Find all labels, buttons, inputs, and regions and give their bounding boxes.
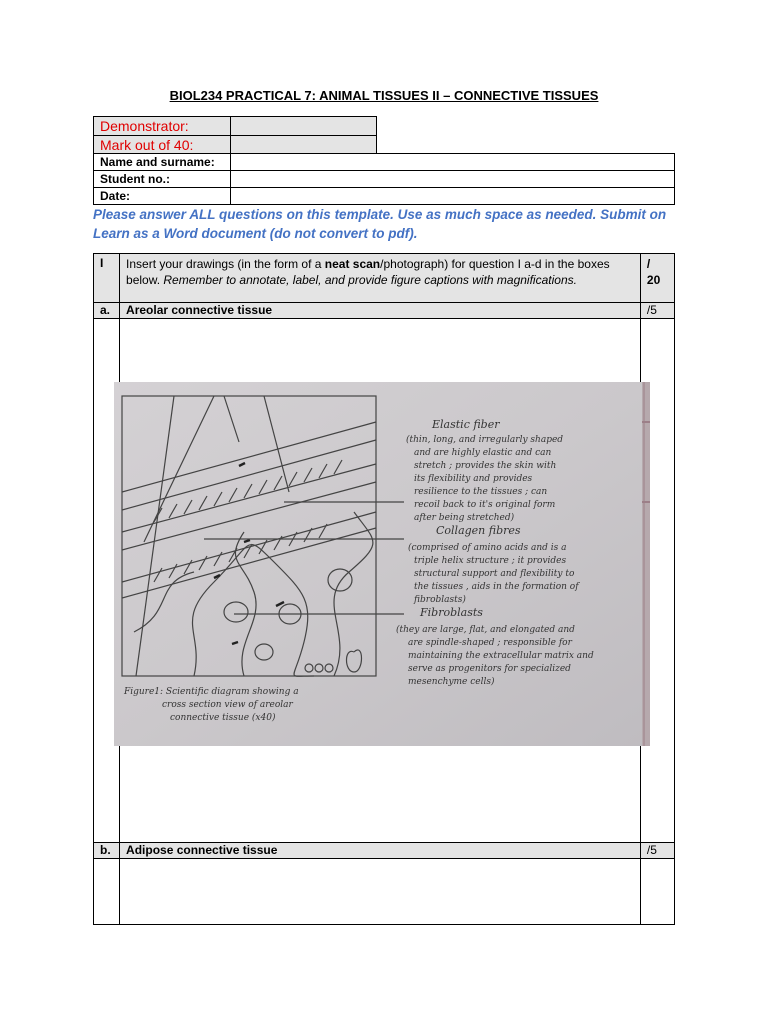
question-text-post: /photograph) for question I a-d in the boxes below. [126, 257, 610, 287]
mark-label: Mark out of 40: [94, 136, 231, 154]
label-elastic-line: its flexibility and provides [414, 474, 533, 484]
caption-line: Figure1: Scientific diagram showing a [124, 687, 299, 697]
question-number: I [94, 254, 120, 303]
label-elastic-heading: Elastic fiber [432, 418, 500, 431]
part-b-answer-box[interactable] [120, 859, 641, 925]
part-b-marks: /5 [640, 843, 674, 859]
label-collagen-line: (comprised of amino acids and is a [408, 543, 567, 553]
date-field[interactable] [231, 188, 675, 205]
label-fibroblasts-heading: Fibroblasts [420, 606, 483, 619]
label-collagen-line: triple helix structure ; it provides [414, 556, 567, 566]
question-text [120, 254, 641, 303]
label-elastic-line: recoil back to it's original form [414, 500, 556, 510]
question-marks-slash: / [646, 257, 651, 271]
question-text-bold: neat scan [324, 257, 381, 271]
label-elastic-line: (thin, long, and irregularly shaped [406, 435, 564, 445]
marks-table [93, 116, 377, 154]
label-fibroblasts-line: are spindle-shaped ; responsible for [408, 638, 572, 648]
label-fibroblasts-line: maintaining the extracellular matrix and [408, 651, 594, 661]
scanned-drawing [114, 382, 650, 746]
label-elastic-line: and are highly elastic and can [414, 448, 552, 458]
student-table [93, 153, 675, 205]
question-text-pre: Insert your drawings (in the form of a [126, 257, 325, 271]
student-no-label: Student no.: [94, 171, 231, 188]
label-elastic-line: stretch ; provides the skin with [414, 461, 557, 471]
label-collagen-line: fibroblasts) [414, 595, 466, 605]
demonstrator-label: Demonstrator: [94, 117, 231, 136]
date-label: Date: [94, 188, 231, 205]
label-fibroblasts-line: serve as progenitors for specialized [408, 664, 571, 674]
question-marks-total: 20 [646, 273, 661, 287]
label-elastic-line: resilience to the tissues ; can [414, 487, 548, 497]
part-b-marks-box [640, 859, 674, 925]
name-field[interactable] [231, 154, 675, 171]
part-a-label: Areolar connective tissue [120, 303, 641, 319]
part-b-spacer [94, 859, 120, 925]
label-fibroblasts-line: mesenchyme cells) [408, 677, 495, 687]
mark-field[interactable] [231, 136, 377, 154]
name-label: Name and surname: [94, 154, 231, 171]
table-edge [642, 382, 650, 746]
drawing-svg [114, 382, 650, 746]
part-a-marks: /5 [640, 303, 674, 319]
question-marks [640, 254, 674, 303]
instructions: Please answer ALL questions on this template. Use as much space as needed. Submit on Learn as a Word document (do not convert to pdf). [93, 207, 667, 241]
part-b-label: Adipose connective tissue [120, 843, 641, 859]
student-no-field[interactable] [231, 171, 675, 188]
part-b-letter: b. [94, 843, 120, 859]
part-a-letter: a. [94, 303, 120, 319]
label-collagen-line: the tissues , aids in the formation of [414, 582, 579, 592]
label-elastic-line: after being stretched) [414, 513, 515, 523]
demonstrator-field[interactable] [231, 117, 377, 136]
caption-line: cross section view of areolar [162, 700, 293, 710]
page-title: BIOL234 PRACTICAL 7: ANIMAL TISSUES II – CONNECTIVE TISSUES [169, 88, 599, 103]
question-text-italic: Remember to annotate, label, and provide figure captions with magnifications. [163, 273, 577, 287]
label-fibroblasts-line: (they are large, flat, and elongated and [396, 625, 575, 635]
caption-line: connective tissue (x40) [170, 713, 276, 723]
label-collagen-heading: Collagen fibres [436, 524, 521, 537]
label-collagen-line: structural support and flexibility to [414, 569, 575, 579]
